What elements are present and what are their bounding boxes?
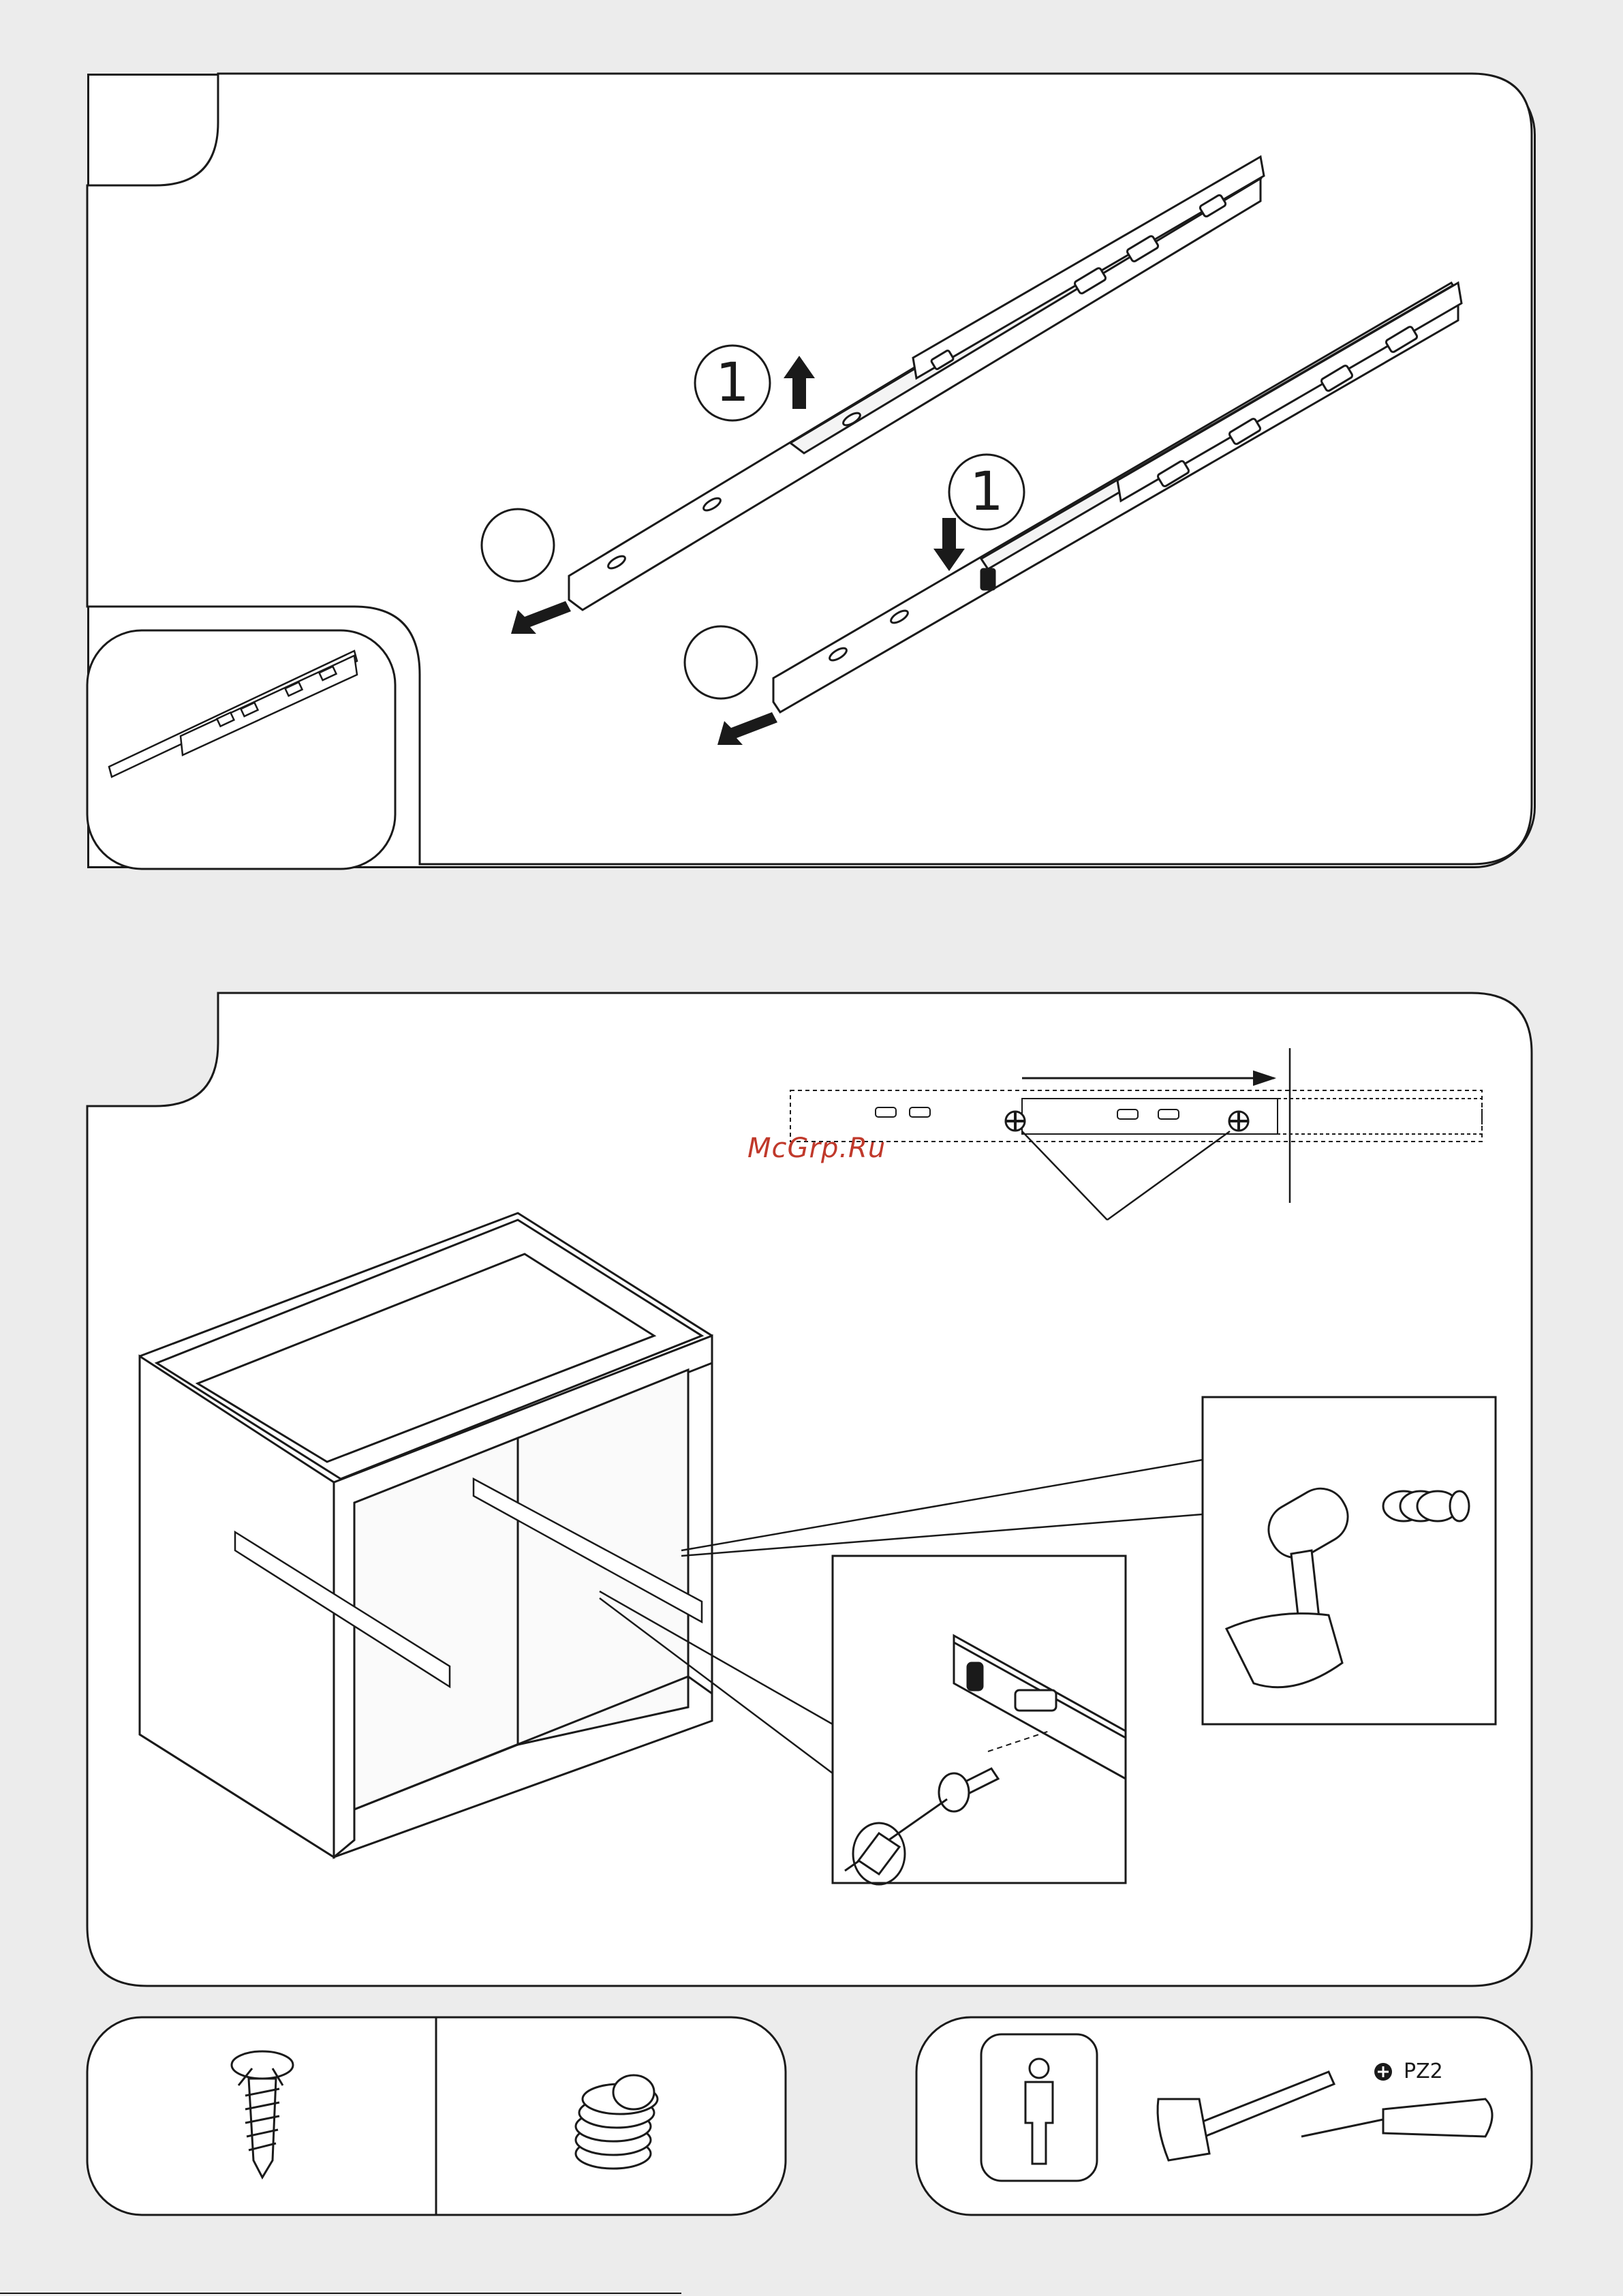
callout-blank-upper-circle — [482, 509, 554, 581]
callout-1-up-label: 1 — [715, 352, 749, 414]
callout-blank-lower-circle — [685, 626, 757, 699]
mallet-detail-box — [1203, 1397, 1496, 1724]
screwdriver-size-label: PZ2 — [1404, 2060, 1443, 2083]
callout-1-down-label: 1 — [970, 461, 1004, 523]
watermark: McGrp.Ru — [747, 1133, 886, 1164]
